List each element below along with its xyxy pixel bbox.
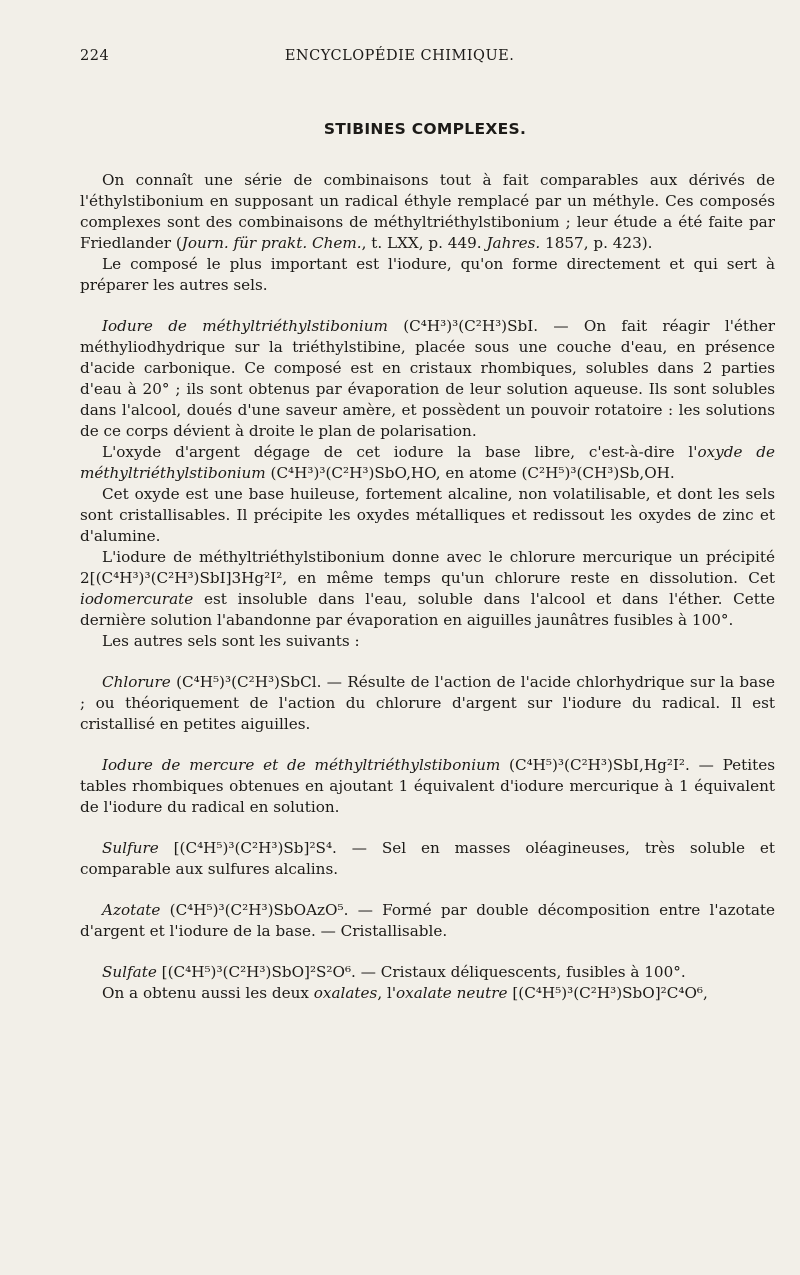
italic-run: Jahres. [486, 234, 541, 252]
text-run: , t. LXX, p. 449. [361, 234, 487, 252]
text-run: L'oxyde d'argent dégage de cet iodure la base libre, c'est-à-dire l' [102, 443, 698, 461]
italic-run: Azotate [102, 901, 161, 919]
paragraph-iodomercurate [80, 547, 775, 631]
text-run: Le composé le plus important est l'iodure, qu'on forme directement et qui sert à préparer les autres sels. [80, 255, 775, 294]
text-run: (C⁴H³)³(C²H³)SbI. — On fait réagir l'éther méthyliodhydrique sur la triéthylstibine, placée sous une couche d'eau, en présence d'acide carbonique. Ce composé est en cristaux rhombiques, solubles dans 2 parties d'eau à 20° ; ils sont obtenus par évaporation de leur solution aqueuse. Ils sont solubles dans l'alcool, doués d'une saveur amère, et possèdent un pouvoir rotatoire : les solutions de ce corps dévient à droite le plan de polarisation. [80, 317, 775, 440]
text-run: [(C⁴H⁵)³(C²H³)SbO]²S²O⁶. — Cristaux déliquescents, fusibles à 100°. [156, 963, 686, 981]
italic-run: Journ. für prakt. Chem. [181, 234, 362, 252]
text-run: est insoluble dans l'eau, soluble dans l'alcool et dans l'éther. Cette dernière solution l'abandonne par évaporation en aiguilles jaunâtres fusibles à 100°. [80, 590, 775, 629]
paragraph-sulfure [80, 838, 775, 880]
text-run: (C⁴H⁵)³(C²H³)SbCl. — Résulte de l'action de l'acide chlorhydrique sur la base ; ou théoriquement de l'action du chlorure d'argent sur l'iodure du radical. Il est cristallisé en petites aiguilles. [80, 673, 775, 733]
italic-run: Iodure de mercure et de méthyltriéthylstibonium [102, 756, 501, 774]
text-run: (C⁴H³)³(C²H³)SbO,HO, en atome (C²H⁵)³(CH³)Sb,OH. [265, 464, 675, 482]
italic-run: Iodure de méthyltriéthylstibonium [102, 317, 388, 335]
paragraph-chlorure [80, 672, 775, 735]
running-title: ENCYCLOPÉDIE CHIMIQUE. [284, 48, 515, 64]
text-run: On connaît une série de combinaisons tout à fait comparables aux dérivés de l'éthylstibonium en supposant un radical éthyle remplacé par un méthyle. Ces composés complexes sont des combinaisons de méthyltriéthylstibonium ; leur étude a été faite par Friedlander ( [80, 171, 775, 252]
text-run: [(C⁴H⁵)³(C²H³)Sb]²S⁴. — Sel en masses oléagineuses, très soluble et comparable aux sulfures alcalins. [80, 839, 775, 878]
paragraph-iodure [80, 316, 775, 442]
text-run: 1857, p. 423). [540, 234, 653, 252]
text-run: (C⁴H⁵)³(C²H³)SbOAzO⁵. — Formé par double décomposition entre l'azotate d'argent et l'iodure de la base. — Cristallisable. [80, 901, 775, 940]
paragraph-autres-sels [80, 631, 775, 652]
paragraph-iodide-intro [80, 254, 775, 296]
paragraph-azotate [80, 900, 775, 942]
paragraph-oxyde-props [80, 484, 775, 547]
italic-run: Sulfate [102, 963, 157, 981]
paragraph-oxyde [80, 442, 775, 484]
paragraph-intro [80, 170, 775, 254]
section-title: STIBINES COMPLEXES. [323, 120, 527, 138]
text-run: (C⁴H⁵)³(C²H³)SbI,Hg²I². — Petites tables rhombiques obtenues en ajoutant 1 équivalent d'iodure mercurique à 1 équivalent de l'iodure du radical en solution. [80, 756, 775, 816]
italic-run: Sulfure [102, 839, 159, 857]
italic-run: oxyde de méthyltriéthylstibonium [80, 443, 776, 482]
italic-run: Chlorure [102, 673, 171, 691]
paragraph-oxalates [80, 983, 775, 1004]
text-run: L'iodure de méthyltriéthylstibonium donne avec le chlorure mercurique un précipité 2[(C⁴H³)³(C²H³)SbI]3Hg²I², en même temps qu'un chlorure reste en dissolution. Cet [80, 548, 775, 587]
text-run: On a obtenu aussi les deux [102, 984, 314, 1002]
text-run: , l' [377, 984, 397, 1002]
page-number: 224 [80, 48, 110, 64]
italic-run: oxalate neutre [396, 984, 508, 1002]
paragraph-sulfate [80, 962, 775, 983]
text-run: Les autres sels sont les suivants : [102, 632, 360, 650]
running-header [80, 48, 770, 64]
italic-run: oxalates [313, 984, 378, 1002]
italic-run: iodomercurate [80, 590, 194, 608]
paragraph-iodure-mercure [80, 755, 775, 818]
text-run: [(C⁴H⁵)³(C²H³)SbO]²C⁴O⁶, [507, 984, 708, 1002]
body-text [80, 170, 775, 1004]
text-run: Cet oxyde est une base huileuse, fortement alcaline, non volatilisable, et dont les sels sont cristallisables. Il précipite les oxydes métalliques et redissout les oxydes de zinc et d'alumine. [80, 485, 775, 545]
